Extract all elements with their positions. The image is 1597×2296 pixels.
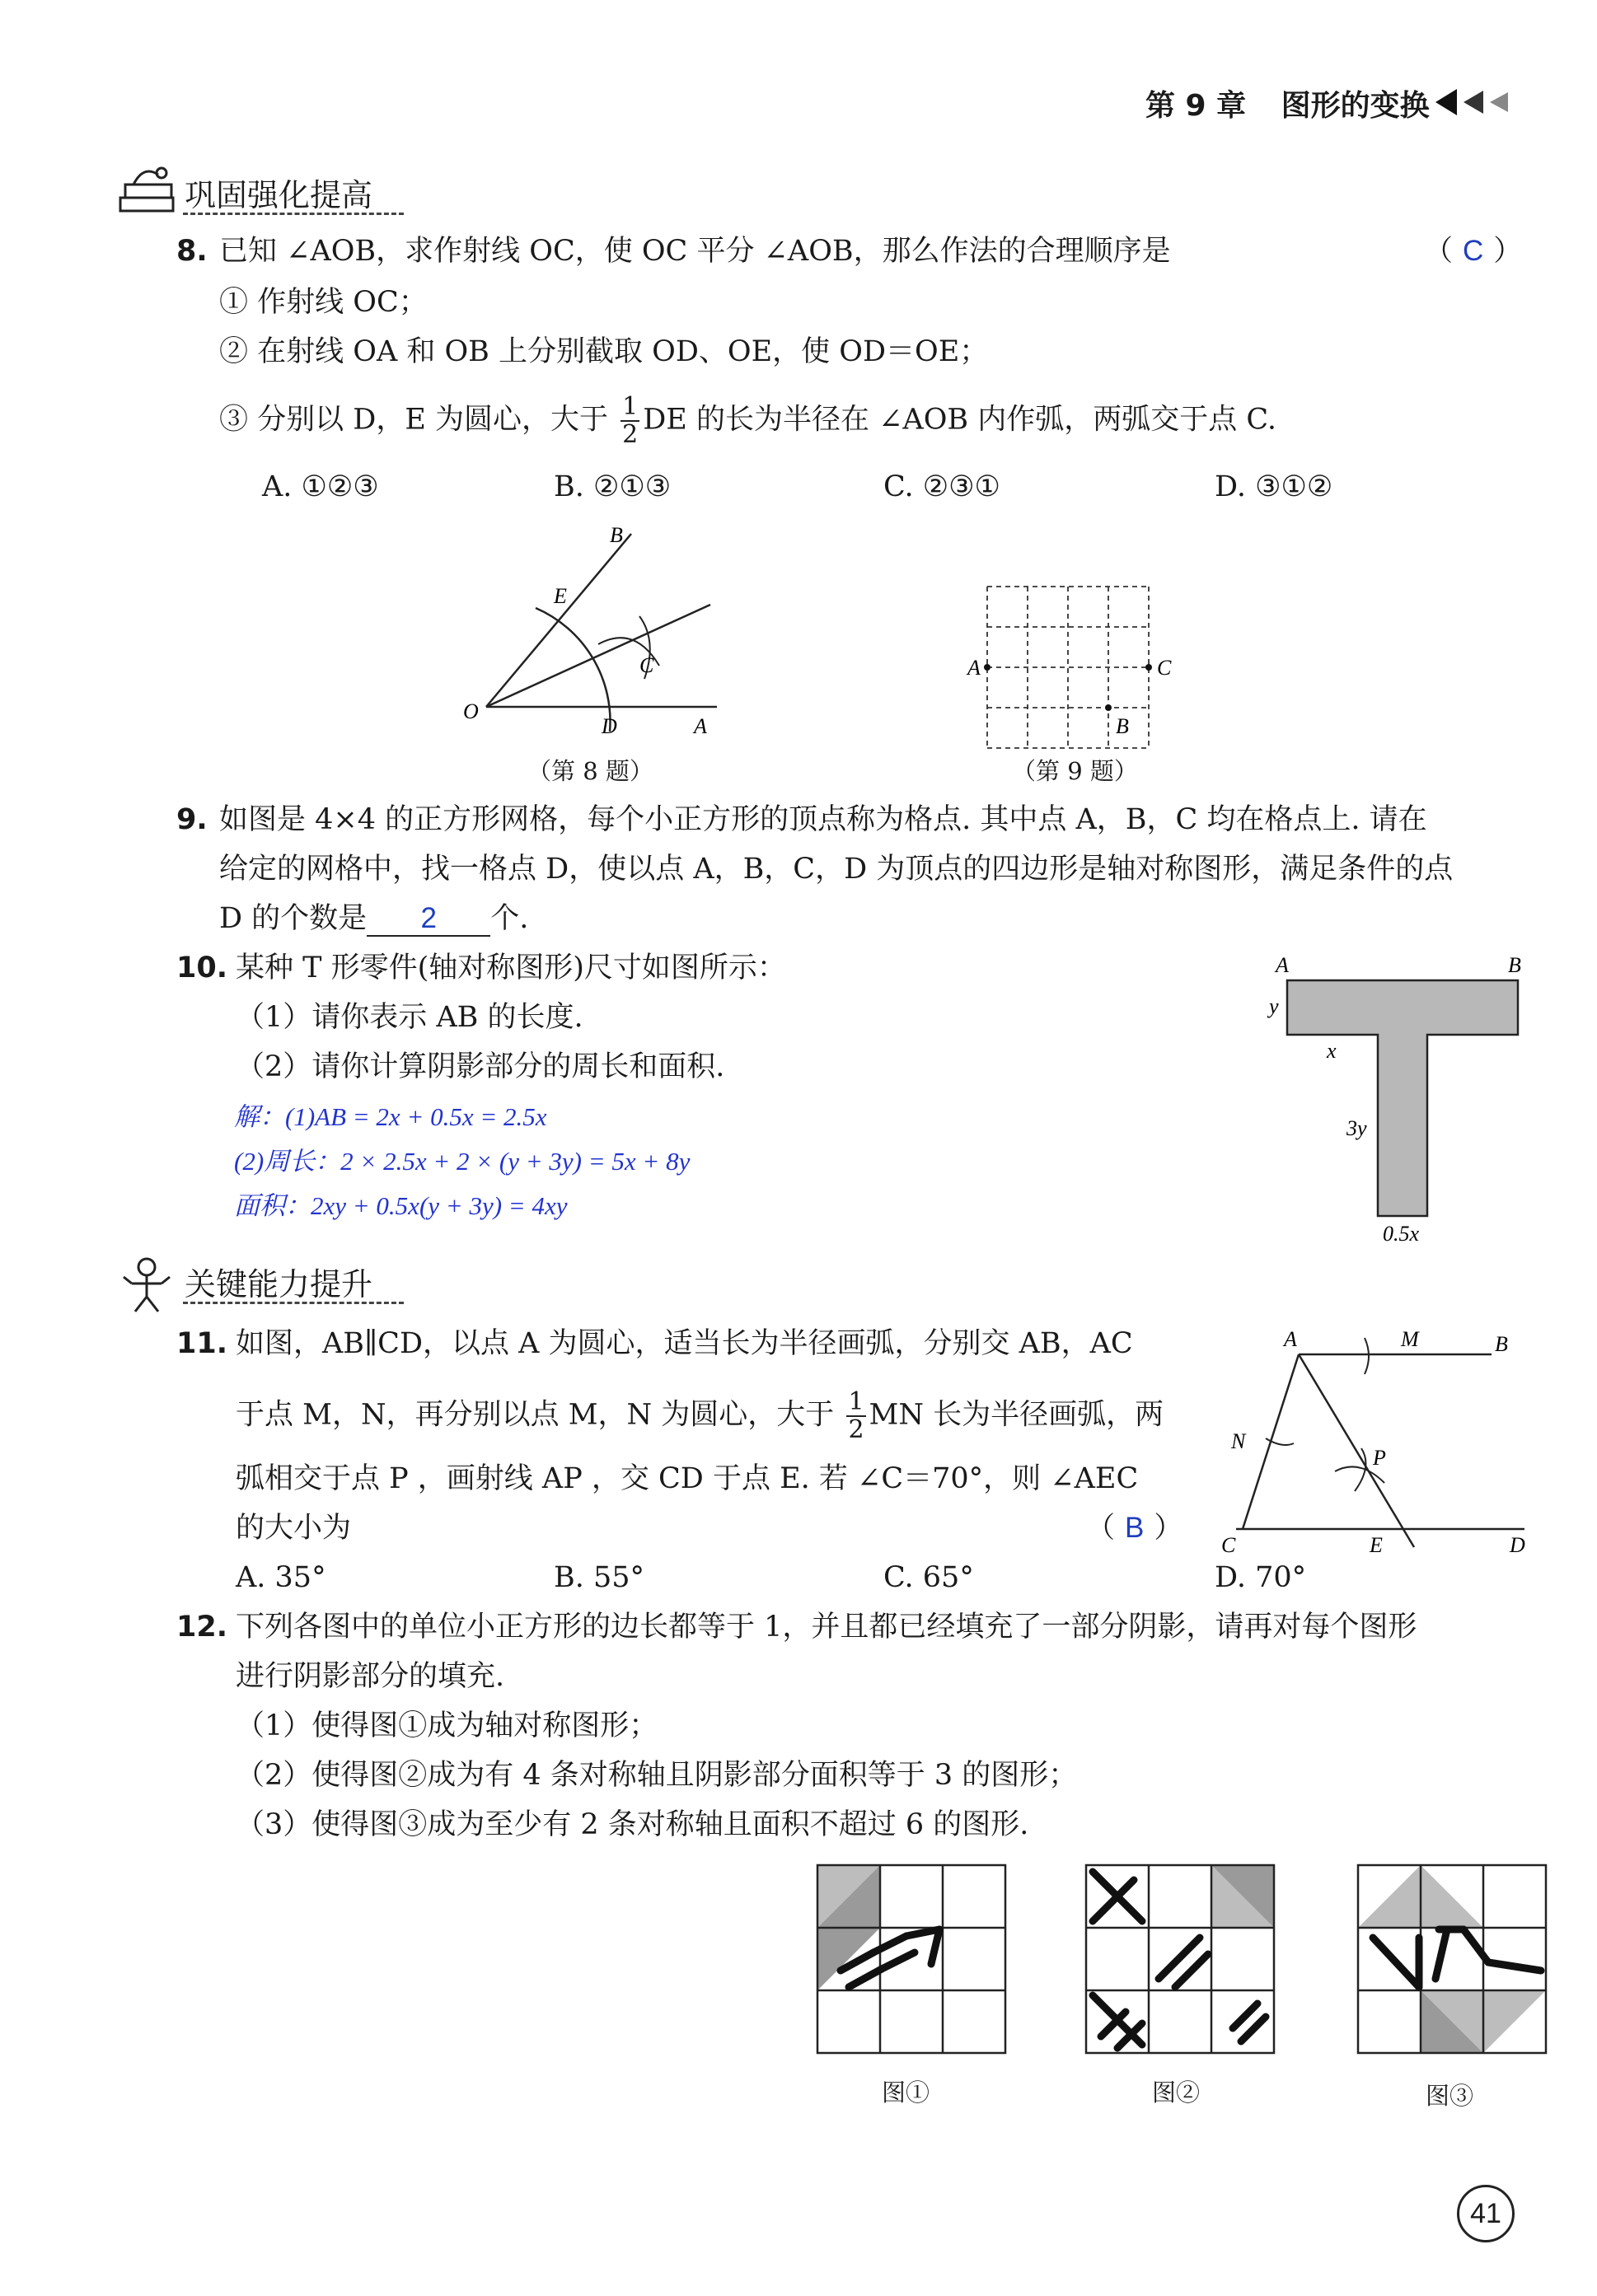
q11-answer: B xyxy=(1125,1512,1145,1544)
q8-stem: 已知 ∠AOB，求作射线 OC，使 OC 平分 ∠AOB，那么作法的合理顺序是 xyxy=(219,235,1171,268)
q8-option-b: B. ②①③ xyxy=(554,470,672,503)
q11-line2: 于点 M，N，再分别以点 M，N 为圆心，大于 $\frac{1}{2}$ MN 长为半径画弧，两 xyxy=(236,1387,1164,1444)
q12-sub3: （3）使得图③成为至少有 2 条对称轴且面积不超过 6 的图形. xyxy=(236,1808,1029,1841)
q11-line1: 如图，AB∥CD，以点 A 为圆心，适当长为半径画弧，分别交 AB，AC xyxy=(236,1327,1133,1360)
q11-label-P: P xyxy=(1373,1446,1386,1470)
chapter-title: 图形的变换 xyxy=(1281,89,1430,123)
q11-label-B: B xyxy=(1495,1332,1508,1356)
q9-label-C: C xyxy=(1157,656,1172,680)
q12-figure-3 xyxy=(1356,1863,1549,2065)
q8-label-O: O xyxy=(463,699,479,723)
q8-answer-paren: （ C ） xyxy=(1424,235,1523,268)
q10-label-A: A xyxy=(1276,956,1289,977)
page-number: 41 xyxy=(1457,2185,1515,2242)
q10-number: 10. xyxy=(176,952,228,984)
q9-grid-figure xyxy=(962,577,1185,758)
q11-label-E: E xyxy=(1370,1533,1383,1557)
q11-option-d: D. 70° xyxy=(1215,1561,1307,1594)
q11-line4: 的大小为 xyxy=(236,1512,352,1545)
q12-sub2: （2）使得图②成为有 4 条对称轴且阴影部分面积等于 3 的图形； xyxy=(236,1759,1078,1792)
q8-step1: ① 作射线 OC； xyxy=(219,286,428,319)
q9-number: 9. xyxy=(176,803,208,836)
section-title-consolidation: 巩固强化提高 xyxy=(185,177,373,213)
section-books-icon xyxy=(115,161,181,221)
q9-caption: （第 9 题） xyxy=(1012,757,1138,785)
q11-number: 11. xyxy=(176,1327,228,1360)
q10-t-shape-figure xyxy=(1261,956,1533,1252)
q12-line1: 下列各图中的单位小正方形的边长都等于 1，并且都已经填充了一部分阴影，请再对每个图形 xyxy=(236,1611,1417,1644)
q10-solution-2: (2)周长：2 × 2.5x + 2 × (y + 3y) = 5x + 8y xyxy=(234,1147,691,1176)
q9-label-B: B xyxy=(1116,714,1129,738)
q8-step3: ③ 分别以 D，E 为圆心，大于 $\frac{1}{2}$ DE 的长为半径在 ∠AOB 内作弧，两弧交于点 C. xyxy=(219,392,1277,449)
q8-option-c: C. ②③① xyxy=(883,470,1000,503)
q11-answer-paren: （ B ） xyxy=(1086,1512,1183,1545)
q12-caption-2: 图② xyxy=(1152,2079,1201,2107)
q8-label-C: C xyxy=(639,653,654,677)
q8-option-d: D. ③①② xyxy=(1215,470,1333,503)
q8-step2: ② 在射线 OA 和 OB 上分别截取 OD、OE，使 OD＝OE； xyxy=(219,335,989,368)
q12-line2: 进行阴影部分的填充. xyxy=(236,1660,505,1693)
chapter-arrows-icon xyxy=(1435,86,1526,119)
q11-option-c: C. 65° xyxy=(883,1561,974,1594)
q10-label-3y: 3y xyxy=(1346,1116,1367,1140)
section-underline xyxy=(183,213,404,215)
q8-number: 8. xyxy=(176,235,208,268)
q9-answer: 2 xyxy=(367,902,490,937)
q10-stem: 某种 T 形零件(轴对称图形)尺寸如图所示： xyxy=(236,952,786,984)
q10-solution-1: 解：(1)AB = 2x + 0.5x = 2.5x xyxy=(234,1102,547,1131)
q11-line3: 弧相交于点 P ，画射线 AP ，交 CD 于点 E. 若 ∠C＝70°，则 ∠AEC xyxy=(236,1462,1139,1495)
q11-option-a: A. 35° xyxy=(236,1561,326,1594)
q11-figure xyxy=(1220,1326,1541,1565)
q11-label-D: D xyxy=(1510,1533,1525,1557)
section-figure-icon xyxy=(115,1252,178,1315)
q10-label-B: B xyxy=(1508,956,1521,977)
q9-line1: 如图是 4×4 的正方形网格，每个小正方形的顶点称为格点. 其中点 A，B，C 均在格点上. 请在 xyxy=(219,803,1427,836)
q8-answer: C xyxy=(1463,235,1484,267)
chapter-header xyxy=(1145,82,1430,124)
q12-caption-1: 图① xyxy=(882,2079,930,2107)
fraction-half: $\frac{1}{2}$ xyxy=(848,1387,864,1444)
q9-line2: 给定的网格中，找一格点 D，使以点 A，B，C，D 为顶点的四边形是轴对称图形，满足条件的点 xyxy=(219,853,1454,886)
section-title-key-ability: 关键能力提升 xyxy=(185,1266,373,1302)
q12-sub1: （1）使得图①成为轴对称图形； xyxy=(236,1709,658,1742)
q11-option-b: B. 55° xyxy=(554,1561,645,1594)
q8-label-D: D xyxy=(602,714,617,738)
fraction-half: $\frac{1}{2}$ xyxy=(622,392,639,449)
q12-figure-2 xyxy=(1084,1863,1277,2065)
q8-label-A: A xyxy=(694,714,707,738)
q11-label-M: M xyxy=(1401,1327,1419,1351)
q8-option-a: A. ①②③ xyxy=(262,470,379,503)
q10-label-x: x xyxy=(1327,1039,1337,1063)
q11-label-A: A xyxy=(1284,1327,1297,1351)
q8-figure xyxy=(453,517,733,748)
q8-label-B: B xyxy=(610,523,623,547)
q8-caption: （第 8 题） xyxy=(527,757,653,785)
q9-label-A: A xyxy=(967,656,981,680)
q10-sub2: （2）请你计算阴影部分的周长和面积. xyxy=(236,1050,725,1083)
q12-caption-3: 图③ xyxy=(1426,2082,1474,2110)
q12-figure-1 xyxy=(816,1863,1009,2065)
q11-label-C: C xyxy=(1221,1533,1236,1557)
q10-label-05x: 0.5x xyxy=(1383,1222,1420,1246)
q10-solution-3: 面积：2xy + 0.5x(y + 3y) = 4xy xyxy=(234,1191,568,1220)
q10-label-y: y xyxy=(1269,994,1279,1018)
q12-number: 12. xyxy=(176,1611,228,1644)
q9-line3: D 的个数是 2 个. xyxy=(219,902,529,935)
q8-label-E: E xyxy=(554,584,567,608)
chapter-number: 第 9 章 xyxy=(1145,89,1247,123)
section-underline xyxy=(183,1302,404,1304)
q11-label-N: N xyxy=(1231,1429,1246,1453)
q10-sub1: （1）请你表示 AB 的长度. xyxy=(236,1001,583,1034)
